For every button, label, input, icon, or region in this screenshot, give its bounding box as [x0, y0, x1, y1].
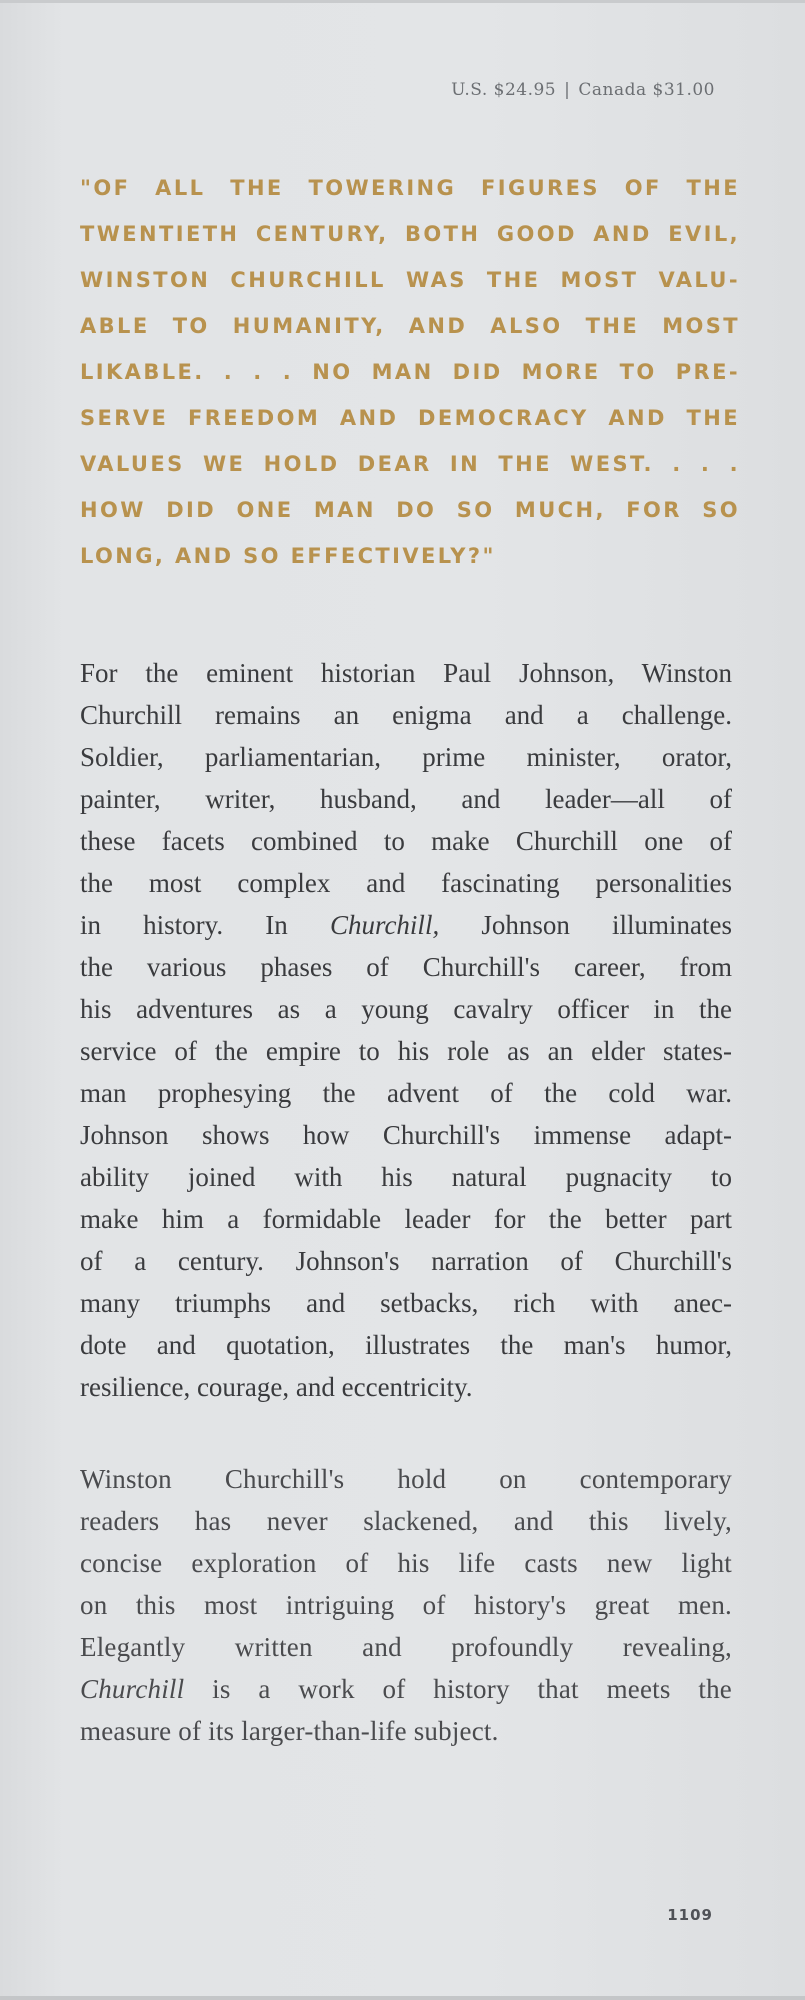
- paragraph-line: Johnson shows how Churchill's immense adapt-: [80, 1120, 732, 1150]
- book-title: Churchill: [80, 1674, 185, 1704]
- price-separator: |: [564, 80, 571, 100]
- price-line: [451, 80, 715, 100]
- paragraph-line: many triumphs and setbacks, rich with anec-: [80, 1288, 732, 1318]
- quote-line: SERVE FREEDOM AND DEMOCRACY AND THE: [80, 406, 740, 430]
- paragraph-line: make him a formidable leader for the better part: [80, 1204, 732, 1234]
- paragraph-line: dote and quotation, illustrates the man's humor,: [80, 1330, 732, 1360]
- paragraph-line: [80, 1668, 732, 1710]
- catalog-code: 1109: [667, 1906, 713, 1924]
- price-us: U.S. $24.95: [451, 80, 557, 100]
- paragraph-line: concise exploration of his life casts new light: [80, 1548, 732, 1578]
- line-text: is a work of history that meets the: [184, 1674, 732, 1704]
- quote-line: WINSTON CHURCHILL WAS THE MOST VALU-: [80, 268, 740, 292]
- paragraph-line: the most complex and fascinating personalities: [80, 868, 732, 898]
- paragraph-line: readers has never slackened, and this lively,: [80, 1506, 732, 1536]
- paragraph-line: Churchill remains an enigma and a challenge.: [80, 700, 732, 730]
- paragraph-line: For the eminent historian Paul Johnson, Winston: [80, 658, 732, 688]
- paragraph-line: ability joined with his natural pugnacity to: [80, 1162, 732, 1192]
- top-edge: [0, 0, 805, 3]
- line-text: Johnson illuminates: [439, 910, 732, 940]
- paragraph-line: man prophesying the advent of the cold war.: [80, 1078, 732, 1108]
- paragraph-line: on this most intriguing of history's great men.: [80, 1590, 732, 1620]
- description-paragraph-1: [80, 652, 732, 1408]
- paragraph-line: Elegantly written and profoundly revealing,: [80, 1632, 732, 1662]
- paragraph-line: the various phases of Churchill's career, from: [80, 952, 732, 982]
- paragraph-line: Soldier, parliamentarian, prime minister, orator,: [80, 742, 732, 772]
- paragraph-line: service of the empire to his role as an elder states-: [80, 1036, 732, 1066]
- price-canada: Canada $31.00: [578, 80, 715, 100]
- paragraph-line: resilience, courage, and eccentricity.: [80, 1372, 473, 1402]
- book-title: Churchill,: [329, 910, 440, 940]
- bottom-edge: [0, 1996, 805, 2000]
- paragraph-line: of a century. Johnson's narration of Churchill's: [80, 1246, 732, 1276]
- paragraph-line: measure of its larger-than-life subject.: [80, 1716, 499, 1746]
- quote-line: "OF ALL THE TOWERING FIGURES OF THE: [80, 176, 740, 200]
- quote-line: HOW DID ONE MAN DO SO MUCH, FOR SO: [80, 498, 740, 522]
- line-text: in history. In: [80, 910, 330, 940]
- quote-line: LONG, AND SO EFFECTIVELY?": [80, 544, 496, 568]
- quote-line: LIKABLE. . . . NO MAN DID MORE TO PRE-: [80, 360, 740, 384]
- quote-line: TWENTIETH CENTURY, BOTH GOOD AND EVIL,: [80, 222, 740, 246]
- paragraph-line: these facets combined to make Churchill one of: [80, 826, 732, 856]
- pull-quote: [80, 165, 740, 579]
- quote-line: VALUES WE HOLD DEAR IN THE WEST. . . .: [80, 452, 740, 476]
- paragraph-line: Winston Churchill's hold on contemporary: [80, 1464, 732, 1494]
- quote-line: ABLE TO HUMANITY, AND ALSO THE MOST: [80, 314, 740, 338]
- description-paragraph-2: [80, 1458, 732, 1752]
- paragraph-line: [80, 904, 732, 946]
- paragraph-line: painter, writer, husband, and leader—all of: [80, 784, 732, 814]
- paragraph-line: his adventures as a young cavalry officer in the: [80, 994, 732, 1024]
